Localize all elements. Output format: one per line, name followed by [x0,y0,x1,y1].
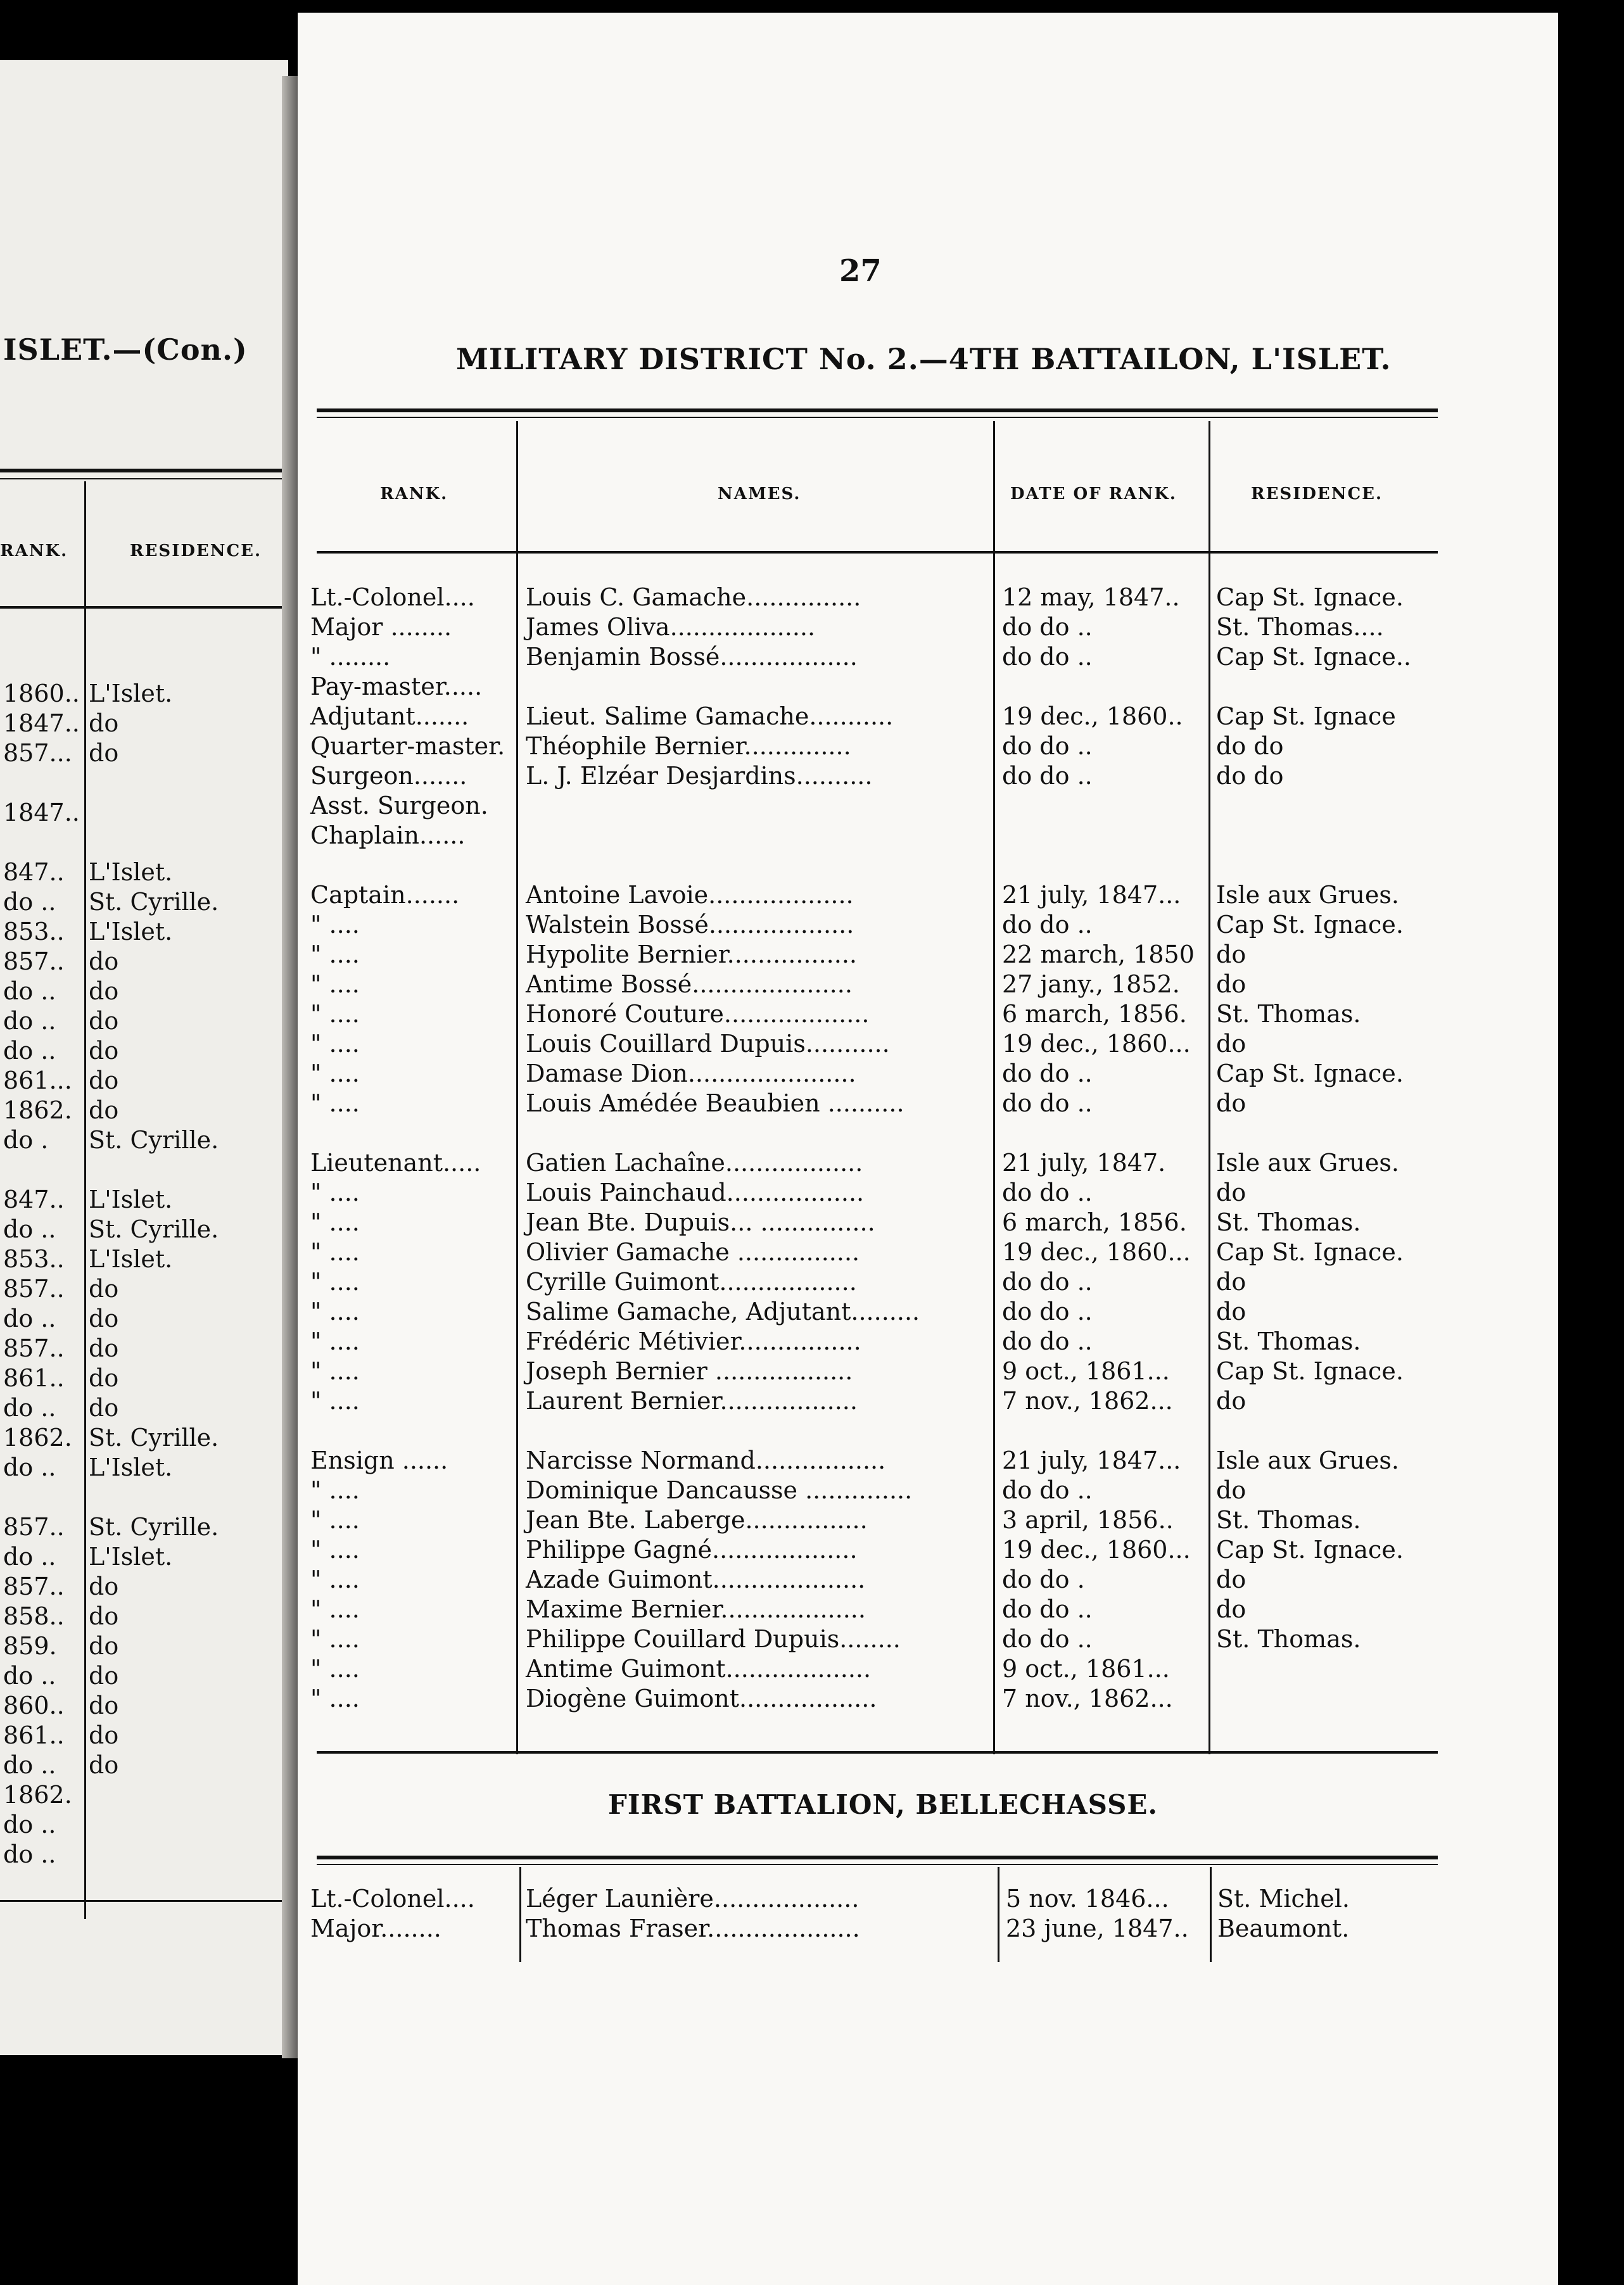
row-residence: do [1216,1298,1247,1326]
left-row-date: 847.. [3,858,65,886]
row-rank: " .... [310,1566,360,1593]
row-name: Joseph Bernier .................. [526,1357,853,1385]
left-row-residence: L'Islet. [89,1453,173,1481]
row-date: 19 dec., 1860... [1002,1238,1191,1266]
row-residence: St. Thomas. [1216,1000,1361,1028]
table2-top-rule [317,1856,1438,1859]
row-residence: do [1216,1179,1247,1206]
row-rank: " .... [310,1625,360,1653]
left-row-residence: do [89,1007,119,1035]
row-rank: Asst. Surgeon. [310,792,488,820]
left-row-residence: do [89,1067,119,1094]
left-row-date: 847.. [3,1186,65,1213]
row-rank: " .... [310,1208,360,1236]
row-rank: Surgeon....... [310,762,467,790]
row-residence: do [1216,1268,1247,1296]
row-rank: " .... [310,940,360,968]
row-rank: " .... [310,1268,360,1296]
table2-top-rule-thin [317,1864,1438,1865]
left-row-date: 1862. [3,1096,72,1124]
row-name: Théophile Bernier.............. [526,732,851,760]
page-title: MILITARY DISTRICT No. 2.—4TH BATTAILON, L'ISLET. [456,342,1392,376]
left-row-residence: do [89,709,119,737]
row-name: Antoine Lavoie................... [526,881,854,909]
row-residence: Cap St. Ignace [1216,702,1396,730]
row-residence: St. Thomas. [1216,1625,1361,1653]
row-rank: Ensign ...... [310,1446,448,1474]
row-date: do do .. [1002,1327,1093,1355]
row-residence: do [1216,940,1247,968]
left-row-residence: L'Islet. [89,918,173,946]
row-residence: Cap St. Ignace. [1216,911,1404,939]
row2-name: Léger Launière................... [526,1885,860,1913]
row-residence: Isle aux Grues. [1216,1446,1399,1474]
row-date: do do .. [1002,732,1093,760]
col-divider-1 [516,421,518,1754]
row2-name: Thomas Fraser.................... [526,1915,860,1942]
row2-date: 5 nov. 1846... [1006,1885,1169,1913]
left-top-rule-thin [0,478,282,479]
row-date: 21 july, 1847... [1002,881,1181,909]
row-name: Louis Amédée Beaubien .......... [526,1089,904,1117]
left-row-date: 1860.. [3,680,80,707]
left-col-divider [84,481,86,1919]
row-date: 22 march, 1850 [1002,940,1195,968]
left-row-date: 853.. [3,918,65,946]
row-residence: St. Thomas. [1216,1208,1361,1236]
row-name: Laurent Bernier.................. [526,1387,858,1415]
left-row-date: do .. [3,1394,56,1422]
row-date: do do .. [1002,613,1093,641]
row-name: Lieut. Salime Gamache........... [526,702,894,730]
left-row-date: 1847.. [3,709,80,737]
row-residence: do do [1216,732,1284,760]
row-date: do do .. [1002,1298,1093,1326]
row-name: L. J. Elzéar Desjardins.......... [526,762,873,790]
row-residence: Cap St. Ignace. [1216,1238,1404,1266]
row-rank: Lieutenant..... [310,1149,481,1177]
left-page-heading: ISLET.—(Con.) [3,332,248,367]
row-date: 27 jany., 1852. [1002,970,1180,998]
row-residence: do [1216,1595,1247,1623]
left-row-residence: L'Islet. [89,1186,173,1213]
row-rank: " .... [310,1655,360,1683]
row-name: Antime Bossé..................... [526,970,853,998]
left-row-date: 859. [3,1632,57,1660]
row-residence: do do [1216,762,1284,790]
row-name: Jean Bte. Dupuis... ............... [526,1208,875,1236]
section-subheading: FIRST BATTALION, BELLECHASSE. [608,1789,1158,1820]
left-row-residence: L'Islet. [89,1543,173,1571]
row-rank: " .... [310,1060,360,1087]
row2-rank: Major........ [310,1915,441,1942]
left-row-date: do .. [3,1751,56,1779]
left-row-residence: do [89,1632,119,1660]
left-row-residence: St. Cyrille. [89,888,219,916]
row-residence: St. Thomas. [1216,1327,1361,1355]
row-rank: " .... [310,1387,360,1415]
row-date: do do .. [1002,643,1093,671]
left-row-date: 861... [3,1067,72,1094]
header-rule [317,551,1438,554]
table-top-rule [317,408,1438,412]
table-top-rule-thin [317,417,1438,418]
left-top-rule [0,469,282,472]
row-date: 19 dec., 1860... [1002,1536,1191,1564]
row-name: Narcisse Normand................. [526,1446,886,1474]
row-name: Louis Painchaud.................. [526,1179,865,1206]
row-residence: Isle aux Grues. [1216,881,1399,909]
row-rank: " .... [310,1000,360,1028]
left-row-date: do .. [3,1037,56,1065]
left-row-residence: L'Islet. [89,1245,173,1273]
row-rank: Captain....... [310,881,460,909]
row-rank: " .... [310,1238,360,1266]
left-row-residence: St. Cyrille. [89,1215,219,1243]
row-name: Benjamin Bossé.................. [526,643,858,671]
row-residence: do [1216,1387,1247,1415]
row-rank: Adjutant....... [310,702,469,730]
row-date: 21 july, 1847... [1002,1446,1181,1474]
row-residence: do [1216,970,1247,998]
row-date: 9 oct., 1861... [1002,1655,1170,1683]
left-row-residence: do [89,739,119,767]
left-header-rule [0,606,282,609]
row-residence: Cap St. Ignace.. [1216,643,1411,671]
row-rank: Chaplain...... [310,821,466,849]
left-row-residence: do [89,1096,119,1124]
left-row-date: 1847.. [3,799,80,826]
left-row-residence: do [89,1751,119,1779]
row-rank: Lt.-Colonel.... [310,583,475,611]
left-row-residence: do [89,1334,119,1362]
row-date: do do .. [1002,1089,1093,1117]
right-page [298,13,1558,2285]
row-date: 9 oct., 1861... [1002,1357,1170,1385]
row-rank: " .... [310,911,360,939]
row-name: Damase Dion...................... [526,1060,856,1087]
left-row-residence: do [89,1602,119,1630]
row-date: do do .. [1002,1268,1093,1296]
left-row-residence: do [89,1692,119,1719]
left-row-date: 857... [3,739,72,767]
row-name: Jean Bte. Laberge................ [526,1506,868,1534]
left-row-residence: do [89,1364,119,1392]
left-col-rank-header: RANK. [0,541,68,560]
left-row-residence: L'Islet. [89,680,173,707]
left-row-residence: do [89,1573,119,1600]
row-rank: Quarter-master. [310,732,505,760]
left-row-date: do .. [3,1840,56,1868]
left-row-residence: do [89,1305,119,1332]
row-rank: " ........ [310,643,391,671]
row-name: Cyrille Guimont.................. [526,1268,857,1296]
row2-date: 23 june, 1847.. [1006,1915,1189,1942]
row-date: do do .. [1002,1595,1093,1623]
left-row-date: do .. [3,1215,56,1243]
row-rank: Pay-master..... [310,673,483,700]
row-date: 19 dec., 1860... [1002,1030,1191,1058]
row-date: do do .. [1002,1625,1093,1653]
left-row-date: do .. [3,1007,56,1035]
table-bottom-rule [317,1751,1438,1754]
table2-divider-2 [998,1867,999,1962]
row-rank: " .... [310,1536,360,1564]
left-row-date: do .. [3,1453,56,1481]
left-row-date: do .. [3,1543,56,1571]
row-rank: " .... [310,1357,360,1385]
row-date: 21 july, 1847. [1002,1149,1166,1177]
row-residence: Cap St. Ignace. [1216,1060,1404,1087]
row-residence: do [1216,1030,1247,1058]
row-residence: Cap St. Ignace. [1216,1536,1404,1564]
row-residence: do [1216,1089,1247,1117]
left-row-residence: St. Cyrille. [89,1513,219,1541]
row-name: Hypolite Bernier................. [526,940,857,968]
left-row-date: 861.. [3,1364,65,1392]
table2-divider-1 [519,1867,521,1962]
row-name: Philippe Couillard Dupuis........ [526,1625,901,1653]
left-page [0,60,288,2055]
left-row-residence: do [89,947,119,975]
left-row-residence: do [89,1037,119,1065]
row-residence: Cap St. Ignace. [1216,1357,1404,1385]
row-name: Philippe Gagné................... [526,1536,858,1564]
left-row-residence: do [89,977,119,1005]
row-name: Antime Guimont................... [526,1655,872,1683]
col-header-date: DATE OF RANK. [1010,484,1177,503]
row-residence: St. Thomas.... [1216,613,1384,641]
left-row-date: 857.. [3,1275,65,1303]
row-rank: " .... [310,1298,360,1326]
left-row-date: 857.. [3,1513,65,1541]
row-name: Gatien Lachaîne.................. [526,1149,863,1177]
left-col-residence-header: RESIDENCE. [130,541,262,560]
row-rank: " .... [310,1089,360,1117]
row-name: James Oliva................... [526,613,816,641]
page-number: 27 [839,253,882,289]
row-rank: " .... [310,1506,360,1534]
row-name: Azade Guimont.................... [526,1566,866,1593]
row-rank: " .... [310,1685,360,1712]
row2-rank: Lt.-Colonel.... [310,1885,475,1913]
row-residence: Isle aux Grues. [1216,1149,1399,1177]
row-name: Salime Gamache, Adjutant......... [526,1298,920,1326]
left-row-residence: St. Cyrille. [89,1424,219,1452]
left-row-residence: do [89,1662,119,1690]
row-date: 7 nov., 1862... [1002,1387,1173,1415]
table2-divider-3 [1210,1867,1212,1962]
row-rank: " .... [310,1179,360,1206]
left-row-residence: L'Islet. [89,858,173,886]
row-name: Louis C. Gamache............... [526,583,861,611]
left-row-date: 857.. [3,1334,65,1362]
left-row-date: do . [3,1126,49,1154]
left-row-date: do .. [3,1305,56,1332]
row-rank: " .... [310,1327,360,1355]
row-rank: " .... [310,1476,360,1504]
left-row-date: 857.. [3,947,65,975]
col-header-names: NAMES. [718,484,801,503]
left-row-date: do .. [3,888,56,916]
row-name: Walstein Bossé................... [526,911,854,939]
row-date: 6 march, 1856. [1002,1000,1187,1028]
left-row-date: 857.. [3,1573,65,1600]
row-name: Honoré Couture................... [526,1000,870,1028]
row-date: do do . [1002,1566,1085,1593]
left-row-residence: St. Cyrille. [89,1126,219,1154]
row2-residence: Beaumont. [1217,1915,1350,1942]
row2-residence: St. Michel. [1217,1885,1350,1913]
row-residence: St. Thomas. [1216,1506,1361,1534]
left-row-date: do .. [3,977,56,1005]
row-residence: do [1216,1566,1247,1593]
col-divider-2 [993,421,995,1754]
row-date: do do .. [1002,1060,1093,1087]
row-name: Maxime Bernier................... [526,1595,866,1623]
row-rank: " .... [310,1030,360,1058]
row-date: 6 march, 1856. [1002,1208,1187,1236]
left-row-date: 1862. [3,1424,72,1452]
left-row-date: do .. [3,1811,56,1839]
left-row-residence: do [89,1394,119,1422]
row-rank: " .... [310,1595,360,1623]
row-rank: Major ........ [310,613,452,641]
row-date: do do .. [1002,1476,1093,1504]
col-header-rank: RANK. [380,484,448,503]
left-row-residence: do [89,1721,119,1749]
row-date: do do .. [1002,911,1093,939]
row-date: 7 nov., 1862... [1002,1685,1173,1712]
left-bottom-rule [0,1900,282,1902]
row-name: Frédéric Métivier................ [526,1327,861,1355]
row-date: 19 dec., 1860.. [1002,702,1183,730]
row-name: Dominique Dancausse .............. [526,1476,913,1504]
col-header-residence: RESIDENCE. [1251,484,1383,503]
left-row-date: 1862. [3,1781,72,1809]
row-residence: Cap St. Ignace. [1216,583,1404,611]
left-row-date: 858.. [3,1602,65,1630]
row-name: Diogène Guimont.................. [526,1685,877,1712]
row-name: Olivier Gamache ................ [526,1238,860,1266]
left-row-date: do .. [3,1662,56,1690]
col-divider-3 [1208,421,1210,1754]
row-date: do do .. [1002,762,1093,790]
row-date: 12 may, 1847.. [1002,583,1180,611]
left-row-date: 861.. [3,1721,65,1749]
row-residence: do [1216,1476,1247,1504]
left-row-date: 860.. [3,1692,65,1719]
row-date: do do .. [1002,1179,1093,1206]
row-rank: " .... [310,970,360,998]
row-date: 3 april, 1856.. [1002,1506,1174,1534]
left-row-residence: do [89,1275,119,1303]
row-name: Louis Couillard Dupuis........... [526,1030,890,1058]
left-row-date: 853.. [3,1245,65,1273]
